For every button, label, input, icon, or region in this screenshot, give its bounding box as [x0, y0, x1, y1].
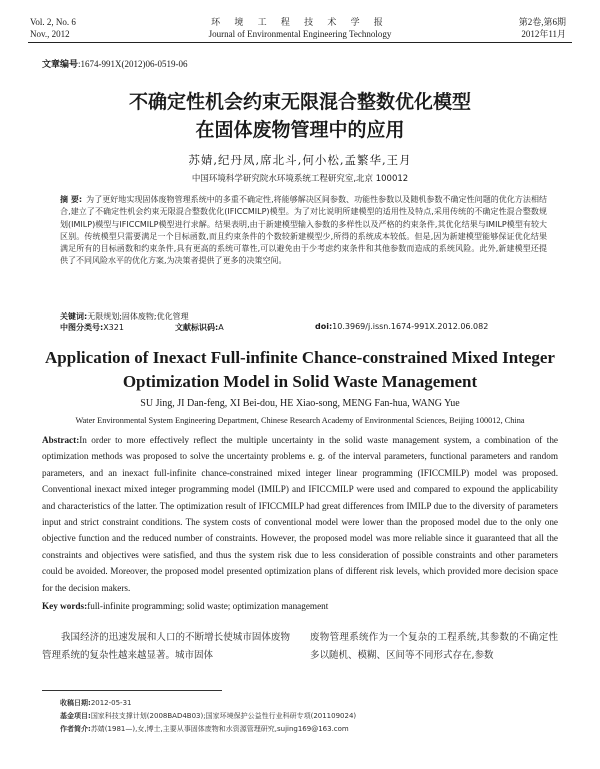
- title-en: [0, 346, 600, 394]
- journal-title-cn: 环 境 工 程 技 术 学 报: [211, 17, 389, 27]
- affiliation-cn: 中国环境科学研究院水环境系统工程研究室,北京 100012: [191, 174, 409, 184]
- footnote-rule: [42, 690, 222, 691]
- abstract-en-label: Abstract:: [42, 435, 80, 445]
- journal-title-en: Journal of Environmental Engineering Technology: [208, 29, 392, 39]
- title-cn-line1: 不确定性机会约束无限混合整数优化模型: [128, 91, 471, 113]
- title-en-line1: Application of Inexact Full-infinite Chance-constrained Mixed Integer: [45, 348, 555, 367]
- keywords-en-text: full-infinite programming; solid waste; optimization management: [87, 601, 329, 611]
- doi: doi:10.3969/j.issn.1674-991X.2012.06.082: [315, 322, 489, 331]
- running-header-right: [519, 16, 566, 40]
- footnote-author: 作者简介:苏婧(1981—),女,博士,主要从事固体废物和水资源管理研究,sujing169@163.com: [60, 725, 349, 733]
- article-number: [42, 57, 188, 70]
- header-rule: [28, 42, 572, 43]
- article-number-value: :1674-991X(2012)06-0519-06: [78, 59, 188, 69]
- body-column-right: 废物管理系统作为一个复杂的工程系统,其参数的不确定性多以随机、模糊、区间等不同形式存在,参数: [310, 632, 558, 661]
- issue-date: Nov., 2012: [30, 29, 70, 39]
- authors-en: SU Jing, JI Dan-feng, XI Bei-dou, HE Xiao-song, MENG Fan-hua, WANG Yue: [140, 398, 460, 409]
- footnotes: [60, 697, 560, 736]
- article-number-label: 文章编号: [42, 60, 79, 70]
- footnote-received: 收稿日期:2012-05-31: [60, 699, 132, 707]
- abstract-en: [42, 432, 558, 596]
- keywords-cn-label: 关键词:: [60, 312, 88, 321]
- document-code: 文献标识码:A: [175, 323, 224, 332]
- abstract-cn: [60, 194, 547, 268]
- affiliation-en: Water Environmental System Engineering Department, Chinese Research Academy of Environmental Sciences, Beijing 100012, China: [75, 416, 525, 425]
- abstract-cn-text: 为了更好地实现固体废物管理系统中的多重不确定性,将能够解决区间参数、功能性参数以及随机参数不确定性问题的优化方法相结合,建立了不确定性机会约束无限混合整数优化(IFICCMILP)模型。为了对比说明所建模型的适用性及特点,采用传统的不确定性混合整数规划(IMILP)模型与IFICCMILP模型进行求解。结果表明,由于新建模型输入参数的多样性以及严格的约束条件,其优化结果与IMILP模型有较大区别。传统模型只需要满足一个目标函数,而且约束条件的个数较新建模型少,所得的系统成本较低。但是,因为新建模型能够保证优化结果满足所有的目标函数和约束条件,具有更高的系统可靠性,可以避免由于少考虑约束条件和其他参数而造成的系统风险。此外,新建模型还提供了不同风险水平的优化方案,为决策者提供了更多的决策空间。: [60, 195, 547, 266]
- authors-cn: 苏婧,纪丹凤,席北斗,何小松,孟繁华,王月: [188, 153, 412, 167]
- body-column-left: 我国经济的迅速发展和人口的不断增长使城市固体废物管理系统的复杂性越来越显著。城市固体: [42, 632, 290, 661]
- volume-issue-cn: 第2卷,第6期: [518, 17, 566, 27]
- volume-issue: Vol. 2, No. 6: [30, 17, 76, 27]
- title-en-line2: Optimization Model in Solid Waste Management: [122, 372, 478, 391]
- running-header-left: [30, 16, 76, 40]
- abstract-cn-label: 摘 要:: [60, 195, 83, 204]
- running-header-center: [170, 16, 430, 40]
- footnote-fund: 基金项目:国家科技支撑计划(2008BAD4B03);国家环境保护公益性行业科研专项(201109024): [60, 712, 357, 720]
- issue-date-cn: 2012年11月: [521, 29, 566, 39]
- keywords-cn: [60, 311, 547, 322]
- title-cn: [0, 88, 600, 144]
- clc-number: 中图分类号:X321: [60, 323, 124, 332]
- title-cn-line2: 在固体废物管理中的应用: [195, 119, 405, 141]
- abstract-en-text: In order to more effectively reflect the multiple uncertainty in the solid waste management system, a combination of the optimization methods was proposed to solve the uncertainty problems e. g. of the interval parameters, functional parameters and random parameters, and an inexact full-infinite chance-constrained mixed integer linear programming (IFICCMILP) model was proposed. Conventional inexact mixed integer programming model (IMILP) and IFICCMILP were used and compared to expound the applicability and characteristics of the latter. The optimization result of IFICCMILP had great differences from IMILP due to the diversity of parameters input and strict constraint conditions. The system costs of conventional model were lower than the proposed model due to the only one objective function and the reduced number of constraints. However, the proposed model was more reliable since it guaranteed that all the constraints and objectives were satisfied, and thus the system risk due to less consideration of possible constraints and other parameters could be avoided. Moreover, the proposed model presented optimization plans of different risk levels, which provided more decision space for the decision makers.: [42, 435, 558, 593]
- keywords-cn-text: 无限规划;固体废物;优化管理: [87, 312, 189, 321]
- keywords-en-label: Key words:: [42, 601, 88, 611]
- keywords-en: [42, 601, 558, 611]
